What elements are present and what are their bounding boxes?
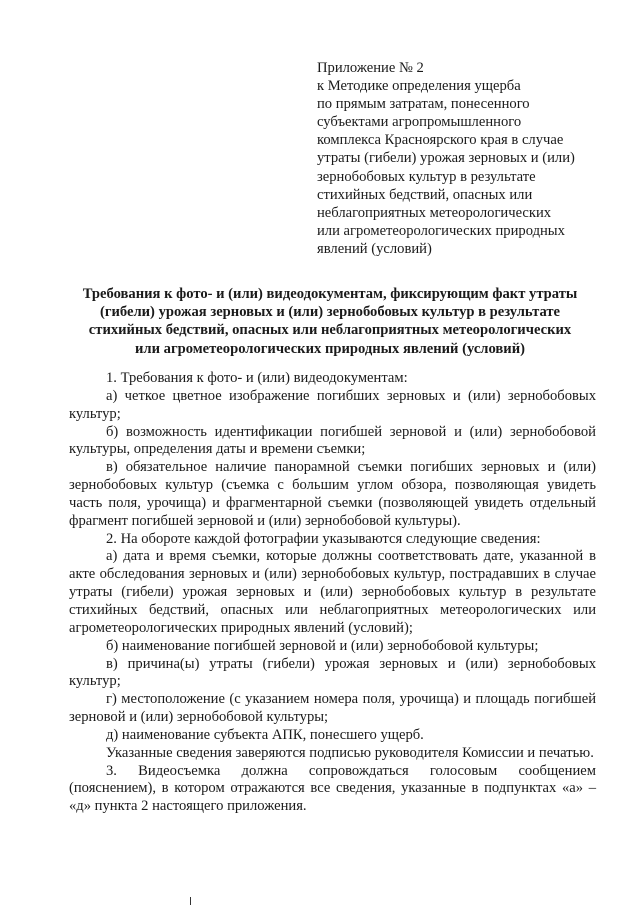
appendix-line: утраты (гибели) урожая зерновых и (или) bbox=[317, 150, 575, 167]
title-line: (гибели) урожая зерновых и (или) зернобобовых культур в результате bbox=[99, 304, 561, 321]
paragraph-2a: а) дата и время съемки, которые должны соответствовать дате, указанной в акте обследования зерновых и (или) зернобобовых культур, пострадавших в случае утраты (гибели) урожая зерновых и (или) зернобобовых культур в результате стихийных бедствий, опасных или неблагоприятных метеорологических или агрометеорологических природных явлений (условий); bbox=[69, 548, 596, 636]
appendix-line: явлений (условий) bbox=[317, 240, 432, 257]
section-3: 3. Видеосъемка должна сопровождаться голосовым сообщением (пояснением), в котором отражаются все сведения, указанные в подпунктах «а» – «д» пункта 2 настоящего приложения. bbox=[69, 762, 596, 815]
paragraph-2b: б) наименование погибшей зерновой и (или) зернобобовой культуры; bbox=[106, 637, 539, 654]
document-body bbox=[69, 370, 596, 816]
appendix-line: стихийных бедствий, опасных или bbox=[317, 186, 533, 203]
appendix-line: к Методике определения ущерба bbox=[317, 78, 521, 95]
document-title bbox=[60, 285, 600, 358]
paragraph-1c: в) обязательное наличие панорамной съемки погибших зерновых и (или) зернобобовых культур (съемка с большим углом обзора, позволяющая увидеть часть поля, урочища) и фрагментарной съемки (позволяющей увидеть отдельный фрагмент погибшей зерновой и (или) зернобобовой культуры). bbox=[69, 459, 596, 529]
appendix-line: неблагоприятных метеорологических bbox=[317, 204, 552, 221]
paragraph-1b: б) возможность идентификации погибшей зерновой и (или) зернобобовой культуры, определения даты и времени съемки; bbox=[69, 423, 596, 458]
title-line: стихийных бедствий, опасных или неблагоприятных метеорологических bbox=[88, 322, 572, 339]
section-1-heading: 1. Требования к фото- и (или) видеодокументам: bbox=[106, 370, 408, 386]
paragraph-1a: а) четкое цветное изображение погибших зерновых и (или) зернобобовых культур; bbox=[69, 387, 596, 422]
appendix-line: зернобобовых культур в результате bbox=[317, 168, 536, 185]
appendix-header bbox=[317, 59, 602, 258]
section-2-heading: 2. На обороте каждой фотографии указываются следующие сведения: bbox=[106, 530, 541, 547]
appendix-line: по прямым затратам, понесенного bbox=[317, 96, 530, 113]
paragraph-2c: в) причина(ы) утраты (гибели) урожая зерновых и (или) зернобобовых культур; bbox=[69, 655, 596, 690]
appendix-line: субъектами агропромышленного bbox=[317, 114, 522, 131]
scan-edge-mark bbox=[190, 897, 191, 905]
appendix-line: комплекса Красноярского края в случае bbox=[317, 132, 564, 149]
appendix-line: или агрометеорологических природных bbox=[317, 222, 565, 239]
title-line: Требования к фото- и (или) видеодокументам, фиксирующим факт утраты bbox=[82, 286, 578, 302]
paragraph-2d: г) местоположение (с указанием номера поля, урочища) и площадь погибшей зерновой и (или) зернобобовой культуры; bbox=[69, 691, 596, 726]
appendix-line: Приложение № 2 bbox=[317, 60, 424, 76]
certification-note: Указанные сведения заверяются подписью руководителя Комиссии и печатью. bbox=[106, 744, 594, 761]
paragraph-2e: д) наименование субъекта АПК, понесшего ущерб. bbox=[106, 726, 424, 743]
title-line: или агрометеорологических природных явлений (условий) bbox=[135, 340, 525, 357]
